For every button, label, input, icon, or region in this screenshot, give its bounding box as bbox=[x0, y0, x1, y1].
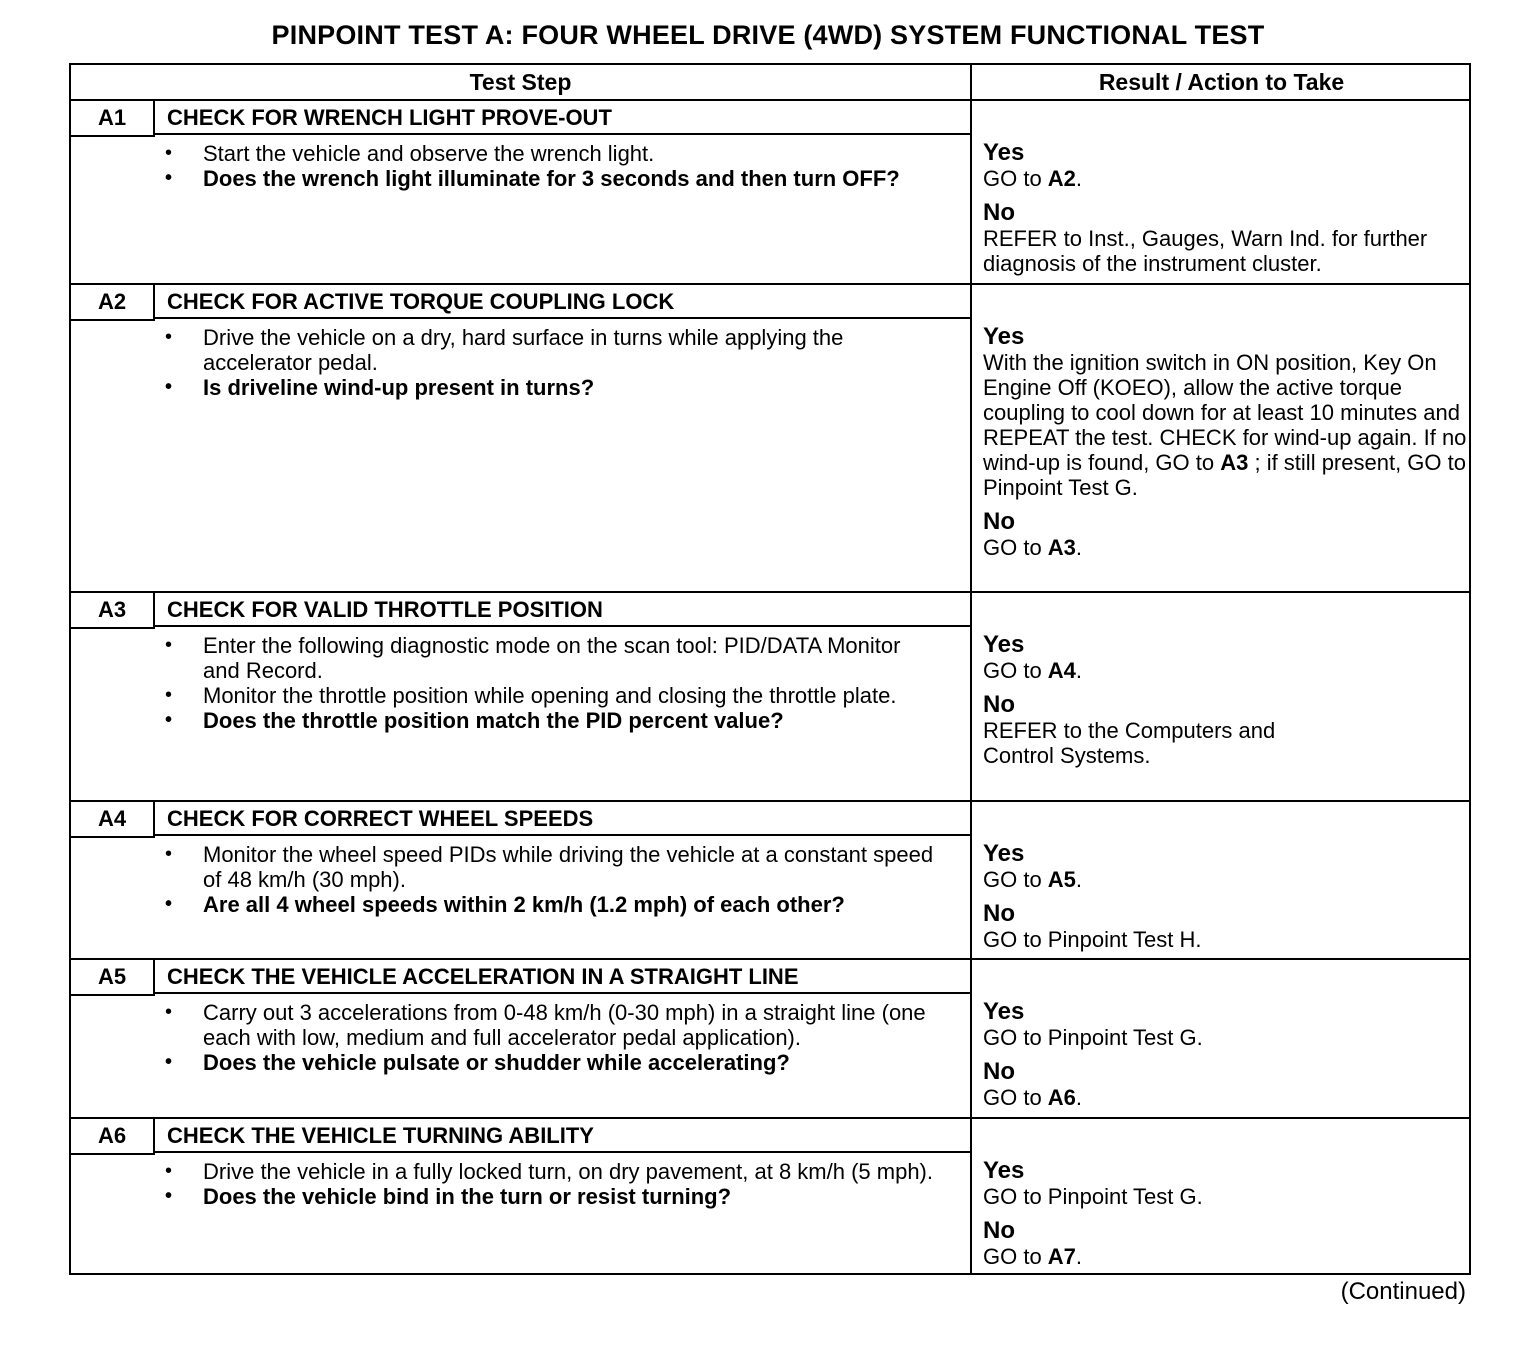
bullet-icon: • bbox=[165, 893, 173, 915]
yes-action: GO to A4. bbox=[983, 658, 1083, 683]
column-divider bbox=[970, 593, 972, 800]
question-item: • Are all 4 wheel speeds within 2 km/h (1.2 mph) of each other? bbox=[165, 892, 845, 917]
bullet-icon: • bbox=[165, 326, 173, 348]
step-title: CHECK FOR WRENCH LIGHT PROVE-OUT bbox=[155, 101, 970, 135]
no-label: No bbox=[983, 1058, 1015, 1085]
yes-action: GO to A2. bbox=[983, 166, 1083, 191]
column-divider bbox=[970, 802, 972, 958]
no-action: GO to A3. bbox=[983, 535, 1083, 560]
instruction-item: • Carry out 3 accelerations from 0-48 km/h (0-30 mph) in a straight line (one each with low, medium and full accelerator pedal application). bbox=[165, 1000, 926, 1050]
column-divider bbox=[970, 1119, 972, 1273]
step-id: A4 bbox=[71, 802, 155, 838]
bullet-icon: • bbox=[165, 1051, 173, 1073]
bullet-icon: • bbox=[165, 843, 173, 865]
test-table bbox=[69, 63, 1471, 1275]
column-divider bbox=[970, 960, 972, 1117]
no-label: No bbox=[983, 508, 1015, 535]
no-label: No bbox=[983, 1217, 1015, 1244]
bullet-icon: • bbox=[165, 1160, 173, 1182]
no-label: No bbox=[983, 691, 1015, 718]
step-result bbox=[983, 840, 1471, 952]
question-item: • Does the vehicle bind in the turn or resist turning? bbox=[165, 1184, 732, 1209]
test-step-a4 bbox=[71, 802, 1469, 960]
step-instructions bbox=[163, 633, 943, 733]
step-title: CHECK THE VEHICLE ACCELERATION IN A STRAIGHT LINE bbox=[155, 960, 970, 994]
table-header bbox=[71, 65, 1469, 101]
bullet-icon: • bbox=[165, 142, 173, 164]
step-title: CHECK FOR VALID THROTTLE POSITION bbox=[155, 593, 970, 627]
header-result: Result / Action to Take bbox=[1098, 69, 1345, 95]
no-action: REFER to the Computers and Control Systems. bbox=[983, 718, 1276, 768]
test-step-a3 bbox=[71, 593, 1469, 802]
test-step-a5 bbox=[71, 960, 1469, 1119]
step-title: CHECK FOR ACTIVE TORQUE COUPLING LOCK bbox=[155, 285, 970, 319]
page-title: PINPOINT TEST A: FOUR WHEEL DRIVE (4WD) SYSTEM FUNCTIONAL TEST bbox=[271, 20, 1265, 50]
instruction-item: • Enter the following diagnostic mode on the scan tool: PID/DATA Monitor and Record. bbox=[165, 633, 901, 683]
yes-label: Yes bbox=[983, 631, 1025, 658]
header-test-step: Test Step bbox=[71, 65, 972, 99]
question-item: • Is driveline wind-up present in turns? bbox=[165, 375, 595, 400]
step-id: A3 bbox=[71, 593, 155, 629]
no-label: No bbox=[983, 900, 1015, 927]
yes-label: Yes bbox=[983, 998, 1025, 1025]
step-title: CHECK FOR CORRECT WHEEL SPEEDS bbox=[155, 802, 970, 836]
step-id: A1 bbox=[71, 101, 155, 137]
no-action: GO to A6. bbox=[983, 1085, 1083, 1110]
test-step-a6 bbox=[71, 1119, 1469, 1273]
bullet-icon: • bbox=[165, 167, 173, 189]
no-action: GO to Pinpoint Test H. bbox=[983, 927, 1202, 952]
continued-note: (Continued) bbox=[1340, 1278, 1466, 1305]
step-result bbox=[983, 998, 1471, 1110]
step-instructions bbox=[163, 842, 943, 917]
no-action: GO to A7. bbox=[983, 1244, 1083, 1269]
step-id: A2 bbox=[71, 285, 155, 321]
instruction-item: • Drive the vehicle in a fully locked turn, on dry pavement, at 8 km/h (5 mph). bbox=[165, 1159, 933, 1184]
no-action: REFER to Inst., Gauges, Warn Ind. for further diagnosis of the instrument cluster. bbox=[983, 226, 1428, 276]
bullet-icon: • bbox=[165, 1001, 173, 1023]
bullet-icon: • bbox=[165, 634, 173, 656]
test-step-a2 bbox=[71, 285, 1469, 593]
bullet-icon: • bbox=[165, 376, 173, 398]
yes-action: GO to A5. bbox=[983, 867, 1083, 892]
question-item: • Does the wrench light illuminate for 3 seconds and then turn OFF? bbox=[165, 166, 900, 191]
bullet-icon: • bbox=[165, 1185, 173, 1207]
step-id: A5 bbox=[71, 960, 155, 996]
bullet-icon: • bbox=[165, 684, 173, 706]
yes-action: GO to Pinpoint Test G. bbox=[983, 1184, 1203, 1209]
instruction-item: • Start the vehicle and observe the wrench light. bbox=[165, 141, 655, 166]
yes-label: Yes bbox=[983, 323, 1025, 350]
instruction-item: • Monitor the throttle position while opening and closing the throttle plate. bbox=[165, 683, 897, 708]
yes-label: Yes bbox=[983, 1157, 1025, 1184]
step-title: CHECK THE VEHICLE TURNING ABILITY bbox=[155, 1119, 970, 1153]
step-result bbox=[983, 1157, 1471, 1269]
instruction-item: • Monitor the wheel speed PIDs while driving the vehicle at a constant speed of 48 km/h (30 mph). bbox=[165, 842, 934, 892]
question-item: • Does the throttle position match the PID percent value? bbox=[165, 708, 784, 733]
instruction-item: • Drive the vehicle on a dry, hard surface in turns while applying the accelerator pedal. bbox=[165, 325, 844, 375]
column-divider bbox=[970, 285, 972, 591]
yes-label: Yes bbox=[983, 840, 1025, 867]
step-instructions bbox=[163, 1000, 943, 1075]
step-instructions bbox=[163, 141, 943, 191]
column-divider bbox=[970, 101, 972, 283]
yes-label: Yes bbox=[983, 139, 1025, 166]
yes-action: GO to Pinpoint Test G. bbox=[983, 1025, 1203, 1050]
step-instructions bbox=[163, 1159, 943, 1209]
yes-action: With the ignition switch in ON position, Key On Engine Off (KOEO), allow the active torque coupling to cool down for at least 10 minutes and REPEAT the test. CHECK for wind-up again. If no wind-up is found, GO to A3 ; if still present, GO to Pinpoint Test G. bbox=[983, 350, 1467, 500]
step-instructions bbox=[163, 325, 943, 400]
step-result bbox=[983, 631, 1471, 768]
step-result bbox=[983, 139, 1471, 276]
question-item: • Does the vehicle pulsate or shudder while accelerating? bbox=[165, 1050, 790, 1075]
step-id: A6 bbox=[71, 1119, 155, 1155]
no-label: No bbox=[983, 199, 1015, 226]
bullet-icon: • bbox=[165, 709, 173, 731]
step-result bbox=[983, 323, 1471, 560]
test-step-a1 bbox=[71, 101, 1469, 285]
